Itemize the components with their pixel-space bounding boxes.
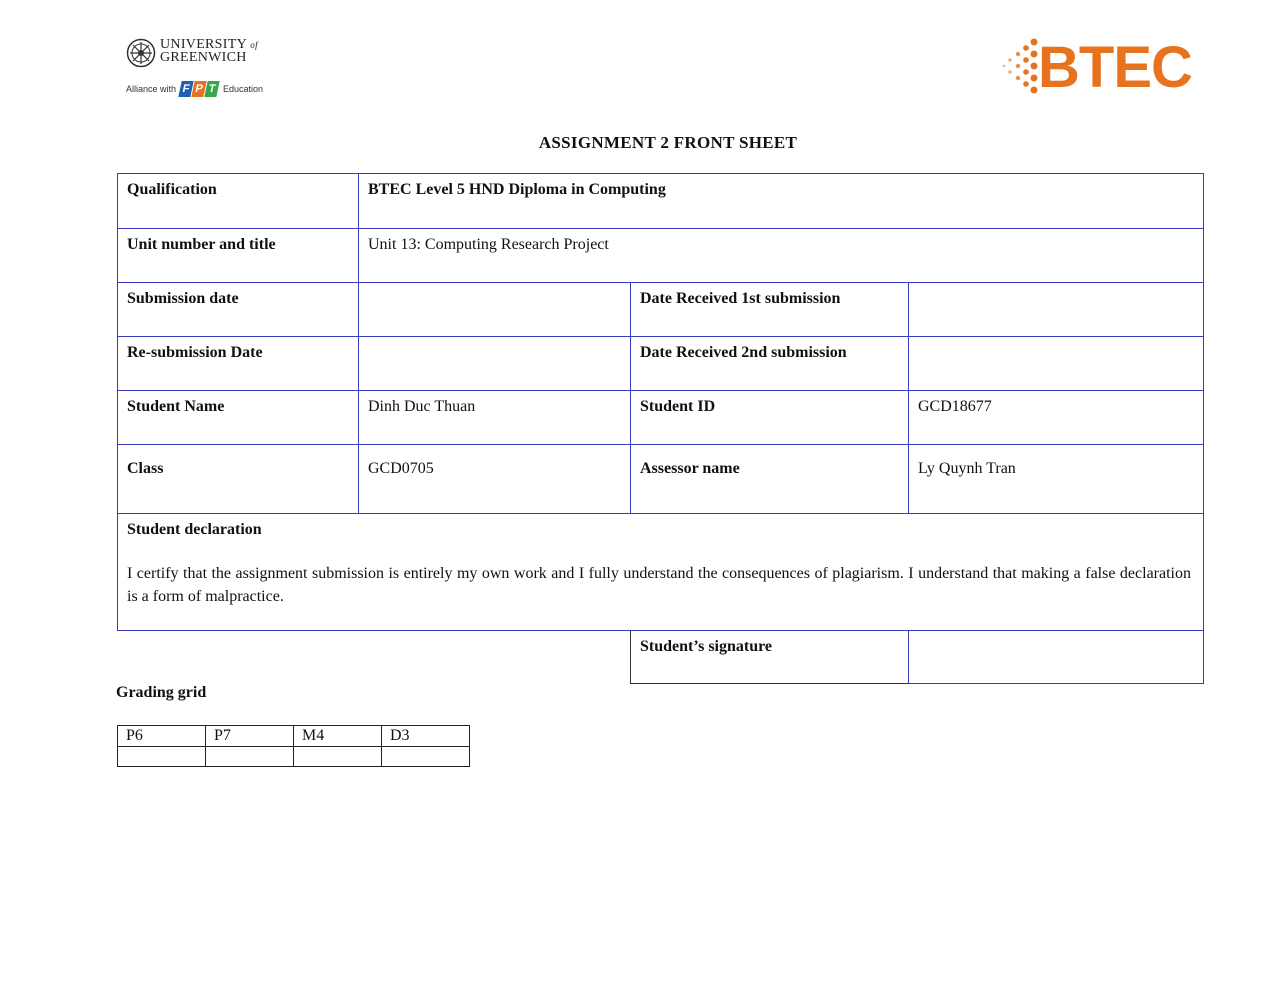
university-name-line2: GREENWICH — [160, 50, 247, 65]
fpt-letter-f: F — [178, 81, 193, 97]
alliance-suffix: Education — [223, 84, 264, 94]
alliance-with-fpt — [126, 81, 263, 97]
grade-value-p6[interactable] — [118, 747, 206, 767]
grade-value-d3[interactable] — [382, 747, 470, 767]
university-name-line1: UNIVERSITY of — [160, 37, 258, 52]
unit-value: Unit 13: Computing Research Project — [368, 236, 609, 253]
date-received-2-value — [909, 337, 1203, 351]
grading-grid-title: Grading grid — [116, 684, 207, 701]
fpt-letter-t: T — [204, 81, 219, 97]
grade-value-m4[interactable] — [294, 747, 382, 767]
student-id-value: GCD18677 — [918, 398, 992, 415]
submission-date-value — [359, 283, 630, 297]
student-name-label: Student Name — [127, 398, 225, 415]
table-row-divider — [117, 444, 1204, 445]
grade-value-p7[interactable] — [206, 747, 294, 767]
grading-grid-table — [117, 725, 470, 767]
signature-bottom-border — [909, 683, 1204, 684]
declaration-label: Student declaration — [127, 521, 262, 538]
student-name-value: Dinh Duc Thuan — [368, 398, 476, 415]
fpt-logo — [180, 81, 219, 97]
student-id-label: Student ID — [640, 398, 716, 415]
signature-label: Student’s signature — [640, 638, 773, 655]
grade-header-m4: M4 — [294, 726, 382, 747]
btec-logo — [1000, 36, 1200, 100]
resubmission-date-label: Re-submission Date — [127, 344, 263, 361]
fpt-letter-p: P — [191, 81, 206, 97]
resubmission-date-value — [359, 337, 630, 351]
qualification-value: BTEC Level 5 HND Diploma in Computing — [368, 181, 666, 198]
document-title: ASSIGNMENT 2 FRONT SHEET — [538, 133, 798, 152]
university-greenwich-logo — [124, 36, 264, 102]
btec-logo-text: BTEC — [1038, 35, 1192, 100]
grade-header-d3: D3 — [382, 726, 470, 747]
btec-dots-icon — [1000, 36, 1040, 96]
assessor-label: Assessor name — [640, 460, 740, 477]
qualification-label: Qualification — [127, 181, 217, 198]
unit-label: Unit number and title — [127, 236, 276, 253]
alliance-prefix: Alliance with — [126, 84, 177, 94]
class-value: GCD0705 — [368, 460, 434, 477]
assessor-value: Ly Quynh Tran — [918, 460, 1016, 477]
grade-header-p6: P6 — [118, 726, 206, 747]
signature-bottom-border — [630, 683, 909, 684]
date-received-1-label: Date Received 1st submission — [640, 290, 841, 307]
class-label: Class — [127, 460, 164, 477]
signature-field[interactable] — [909, 631, 1203, 683]
date-received-1-value — [909, 283, 1203, 297]
grade-header-p7: P7 — [206, 726, 294, 747]
submission-date-label: Submission date — [127, 290, 239, 307]
grading-header-row — [118, 726, 470, 747]
university-seal-icon — [126, 38, 156, 68]
grading-value-row — [118, 747, 470, 767]
table-border-right — [1203, 173, 1204, 683]
declaration-text: I certify that the assignment submission is entirely my own work and I fully understand the consequences of plagiarism. I understand that making a false declaration is a form of malpractice. — [127, 565, 1191, 605]
date-received-2-label: Date Received 2nd submission — [640, 344, 847, 361]
